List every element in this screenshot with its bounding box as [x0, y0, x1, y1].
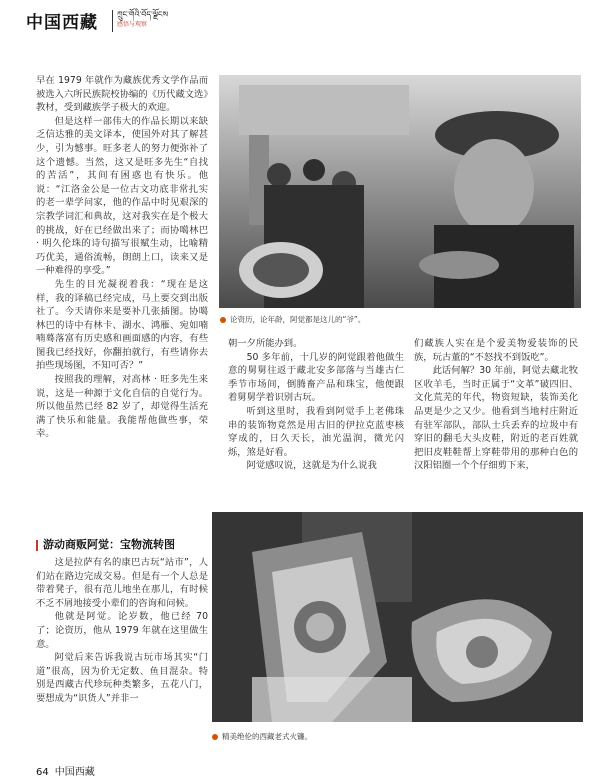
section-heading-text: 游动商贩阿觉：宝物流转图: [43, 538, 175, 551]
photo-caption: [220, 314, 365, 325]
photo-caption: [212, 731, 312, 742]
caption-text: 论资历，论年龄，阿觉都是这儿的“爷”。: [230, 315, 366, 324]
article-column-1-bottom: [36, 556, 208, 706]
footer-magazine-name: 中国西藏: [54, 767, 95, 778]
article-column-2: [228, 337, 404, 473]
paragraph: 朝一夕所能办到。: [228, 338, 303, 349]
photo-old-man-portrait: [219, 75, 581, 308]
paragraph: 听到这里时，我看到阿觉手上老佛珠串的装饰物竟然是用古旧的伊拉克蓝枣核穿成的，日久天长，油光温润，微光闪烁，煞是好看。: [228, 405, 404, 458]
heading-marker: [36, 540, 38, 551]
paragraph: 阿觉后来告诉我说古玩市场其实“门道”很高，因为价无定数、鱼目混杂。特别是西藏古代珍玩种类繁多，五花八门，要想成为“识货人”并非一: [36, 652, 208, 704]
photo-fire-steel: [212, 512, 583, 722]
photo-illustration: [219, 75, 581, 308]
paragraph: 50 多年前，十几岁的阿觉跟着他做生意的舅舅往返于藏北安多部落与当雄古仁季节市场间，倒腾畜产品和珠宝，他便跟着舅舅学着识别古玩。: [228, 351, 404, 404]
photo-illustration: [212, 512, 583, 722]
column-subtitle: 感悟与观察: [117, 21, 148, 28]
caption-text: 精美绝伦的西藏老式火镰。: [222, 732, 312, 741]
paragraph: 按照我的理解，对高林 · 旺多先生来说，这是一种源于文化自信的自觉行为。所以他虽然已经 82 岁了，却觉得生活充满了快乐和能量。我能帮他做些事，荣幸。: [36, 374, 208, 440]
magazine-title: 中国西藏: [26, 13, 98, 33]
caption-bullet-icon: [212, 734, 218, 740]
page-number: 64: [36, 767, 49, 778]
section-heading: [36, 536, 175, 552]
masthead: [26, 8, 586, 34]
caption-bullet-icon: [220, 317, 226, 323]
page-footer: [36, 763, 95, 778]
masthead-tibetan: ཀྲུང་གོའི་བོད་ལྗོངས: [117, 10, 168, 19]
article-column-1-top: [36, 74, 208, 441]
paragraph: 们藏族人实在是个爱美物爱装饰的民族，玩古董的“不怒找不到饭吃”。: [414, 338, 578, 363]
paragraph: 阿觉感叹说，这就是为什么说我: [246, 460, 377, 472]
paragraph: 此话何解？30 年前，阿觉去藏北牧区收羊毛，当时正属于“文革”破四旧、文化荒芜的年代，物资短缺，装饰美化品更是少之又少。他看到当地村庄附近有驻军部队，部队士兵丢弃的垃圾中有穿旧的翻毛大头皮鞋，附近的老百姓就把旧皮鞋鞋帮上穿鞋带用的那种白色的汉阳铝圈一个个仔细剪下来，: [414, 365, 578, 472]
paragraph: 他就是阿觉。论岁数，他已经 70 了；论资历，他从 1979 年就在这里做生意。: [36, 611, 208, 650]
article-column-3: [414, 337, 578, 473]
paragraph: 先生的目光凝视着我：“现在是这样，我的译稿已经完成，马上要交到出版社了。今天请你来是要补几张插图。协噶林巴的诗中有林卡、湖水、鸿雁、宛如喃喃蓦落富有历史感和画面感的内容，有些图我已经找好，你翻拍就行，有些请你去拍些现场图，不知可否？”: [36, 278, 208, 372]
paragraph: 早在 1979 年就作为藏族优秀文学作品而被选入六所民族院校协编的《历代藏文选》教材，受到藏族学子极大的欢迎。: [36, 75, 208, 114]
paragraph: 但是这样一部伟大的作品长期以来缺乏信达雅的美文译本，使国外对其了解甚少，引为憾事。旺多老人的努力便弥补了这个遗憾。当然，这又是旺多先生“自找的苦活”，其间有困惑也有快乐。他说：“江洛金公是一位古文功底非常扎实的老一辈学问家，他的作品中时见艰深的宗教学词汇和典故，这对我实在是个极大的挑战，好在已经做出来了；而协噶林巴 · 明久伦珠的诗句描写很赋生动，比喻精巧优美，通俗流畅，朗朗上口，读来又是一种难得的享受。”: [36, 115, 208, 277]
masthead-logo: [112, 10, 168, 32]
paragraph: 这是拉萨有名的康巴古玩“站市”，人们站在路边完成交易。但是有一个人总是带着凳子，很有范儿地坐在那儿，有时候不乏不屑地接受小辈们的咨询和问候。: [36, 557, 208, 609]
